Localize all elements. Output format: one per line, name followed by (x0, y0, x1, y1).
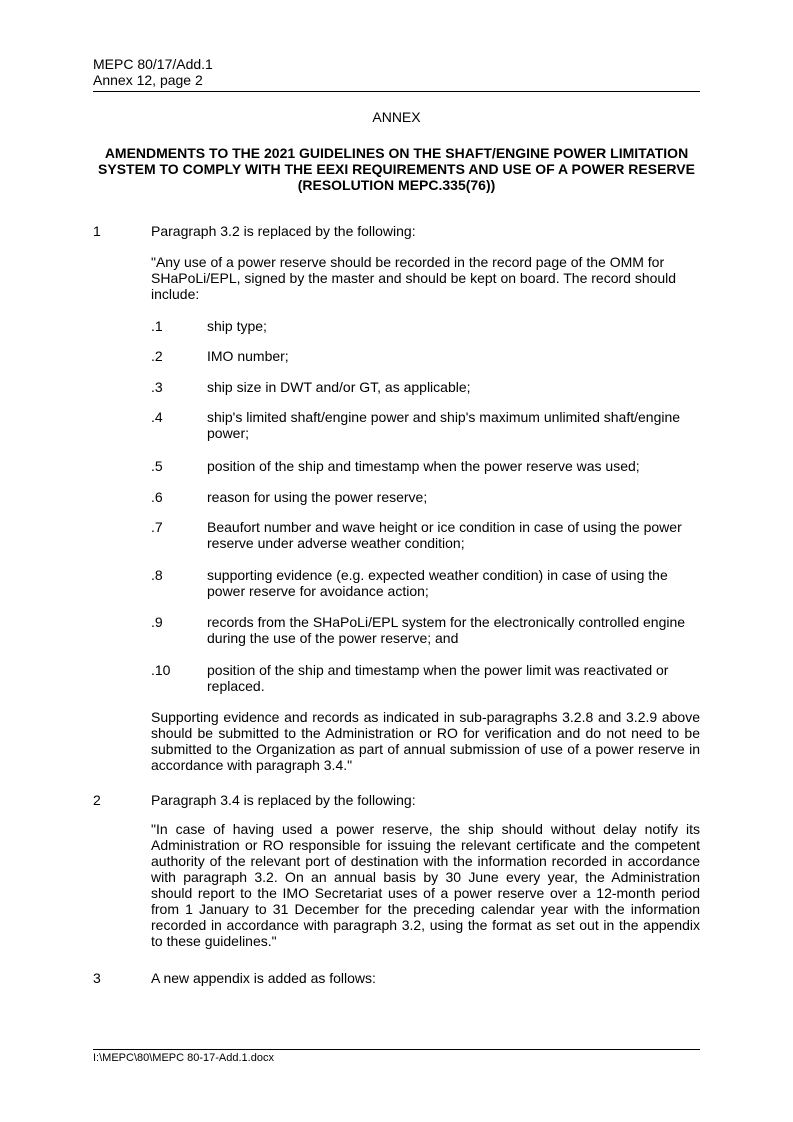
quote-outro: Supporting evidence and records as indicated in sub-paragraphs 3.2.8 and 3.2.9 above should be submitted to the Administration or RO for verification and do not need to be submitted to the Organization as part of annual submission of use of a power reserve in accordance with paragraph 3.4." (151, 709, 700, 773)
list-item-number: .10 (151, 662, 171, 678)
list-item-number: .1 (151, 318, 163, 334)
quote-paragraph: "In case of having used a power reserve, the ship should without delay notify its Administration or RO responsible for issuing the relevant certificate and the competent authority of the relevant port of destination with the information recorded in accordance with paragraph 3.2. On an annual basis by 30 June every year, the Administration should report to the IMO Secretariat uses of a power reserve over a 12-month period from 1 January to 31 December for the preceding calendar year with the information recorded in accordance with paragraph 3.2, using the format as set out in the appendix to these guidelines." (151, 821, 700, 949)
list-item-text: supporting evidence (e.g. expected weather condition) in case of using the power reserve for avoidance action; (207, 567, 668, 599)
list-item-number: .9 (151, 614, 163, 630)
header-divider (93, 91, 700, 92)
list-item-text: reason for using the power reserve; (207, 489, 428, 505)
page-header (93, 56, 700, 88)
section-text: Paragraph 3.4 is replaced by the following: (151, 792, 416, 808)
document-title: AMENDMENTS TO THE 2021 GUIDELINES ON THE SHAFT/ENGINE POWER LIMITATION SYSTEM TO COMPLY WITH THE EEXI REQUIREMENTS AND USE OF A POWER RESERVE (RESOLUTION MEPC.335(76)) (98, 145, 695, 193)
list-item-number: .6 (151, 489, 163, 505)
page-reference: Annex 12, page 2 (93, 72, 203, 88)
file-path-footer: I:\MEPC\80\MEPC 80-17-Add.1.docx (93, 1052, 274, 1064)
list-item-text: ship size in DWT and/or GT, as applicable; (207, 379, 471, 395)
quote-intro: "Any use of a power reserve should be recorded in the record page of the OMM for SHaPoLi/EPL, signed by the master and should be kept on board. The record should include: (151, 254, 677, 302)
list-item-number: .7 (151, 519, 163, 535)
list-item-text: ship's limited shaft/engine power and ship's maximum unlimited shaft/engine power; (207, 409, 681, 441)
section-text: Paragraph 3.2 is replaced by the following: (151, 223, 416, 239)
footer-divider (93, 1049, 700, 1050)
section-text: A new appendix is added as follows: (151, 970, 376, 986)
list-item-text: ship type; (207, 318, 267, 334)
list-item-number: .3 (151, 379, 163, 395)
list-item-number: .4 (151, 409, 163, 425)
document-symbol: MEPC 80/17/Add.1 (93, 56, 213, 72)
section-number: 3 (93, 970, 101, 986)
list-item-number: .2 (151, 348, 163, 364)
section-number: 2 (93, 792, 101, 808)
list-item-number: .8 (151, 567, 163, 583)
list-item-number: .5 (151, 458, 163, 474)
annex-label: ANNEX (372, 109, 421, 125)
list-item-text: position of the ship and timestamp when the power reserve was used; (207, 458, 640, 474)
list-item-text: Beaufort number and wave height or ice condition in case of using the power reserve under adverse weather condition; (207, 519, 682, 551)
list-item-text: records from the SHaPoLi/EPL system for the electronically controlled engine during the use of the power reserve; and (207, 614, 686, 646)
list-item-text: position of the ship and timestamp when the power limit was reactivated or replaced. (207, 662, 669, 694)
section-number: 1 (93, 223, 101, 239)
list-item-text: IMO number; (207, 348, 289, 364)
